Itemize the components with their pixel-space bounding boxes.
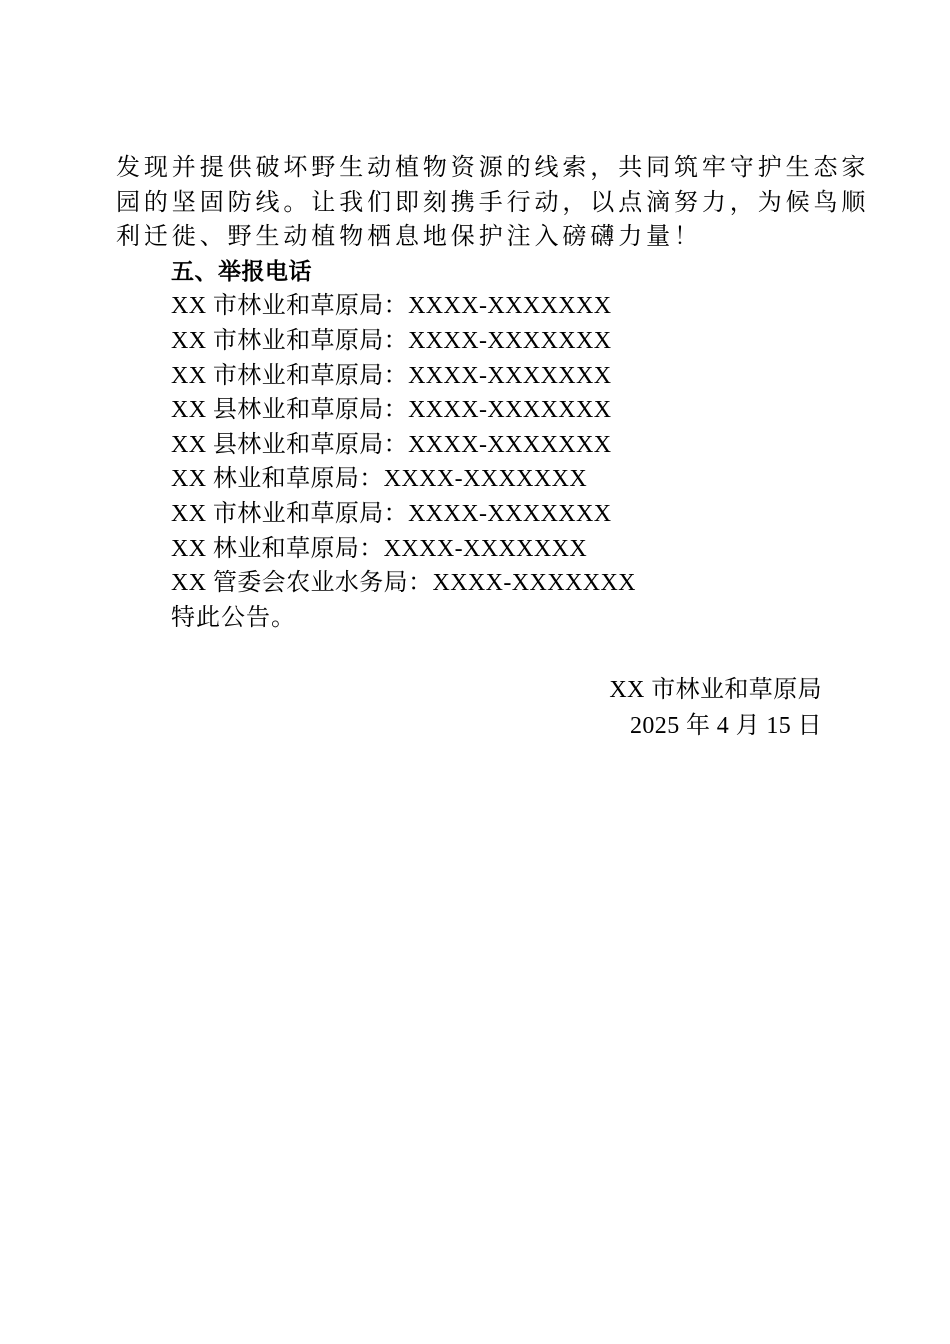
hotline-item: XX 县林业和草原局：XXXX-XXXXXXX xyxy=(171,397,612,424)
hotline-item: XX 市林业和草原局：XXXX-XXXXXXX xyxy=(171,362,612,389)
issue-date: 2025 年 4 月 15 日 xyxy=(630,713,822,739)
hotline-item: XX 林业和草原局：XXXX-XXXXXXX xyxy=(171,535,588,562)
hotline-list xyxy=(116,289,826,600)
hotline-item: XX 县林业和草原局：XXXX-XXXXXXX xyxy=(171,431,612,458)
hotline-item: XX 林业和草原局：XXXX-XXXXXXX xyxy=(171,466,588,493)
section-heading: 五、举报电话 xyxy=(171,258,312,285)
signature-block xyxy=(609,672,822,744)
issuer-name: XX 市林业和草原局 xyxy=(609,677,822,703)
hotline-item: XX 市林业和草原局：XXXX-XXXXXXX xyxy=(171,500,612,527)
paragraph-line: 利迁徙、野生动植物栖息地保护注入磅礴力量！ xyxy=(116,224,702,251)
hotline-item: XX 市林业和草原局：XXXX-XXXXXXX xyxy=(171,293,612,320)
paragraph-line: 发现并提供破坏野生动植物资源的线索，共同筑牢守护生态家 xyxy=(116,155,870,181)
hotline-item: XX 管委会农业水务局：XXXX-XXXXXXX xyxy=(171,570,636,597)
paragraph-line: 园的坚固防线。让我们即刻携手行动，以点滴努力，为候鸟顺 xyxy=(116,189,870,216)
closing-statement: 特此公告。 xyxy=(171,604,296,631)
hotline-item: XX 市林业和草原局：XXXX-XXXXXXX xyxy=(171,327,612,354)
document-body xyxy=(116,151,870,635)
